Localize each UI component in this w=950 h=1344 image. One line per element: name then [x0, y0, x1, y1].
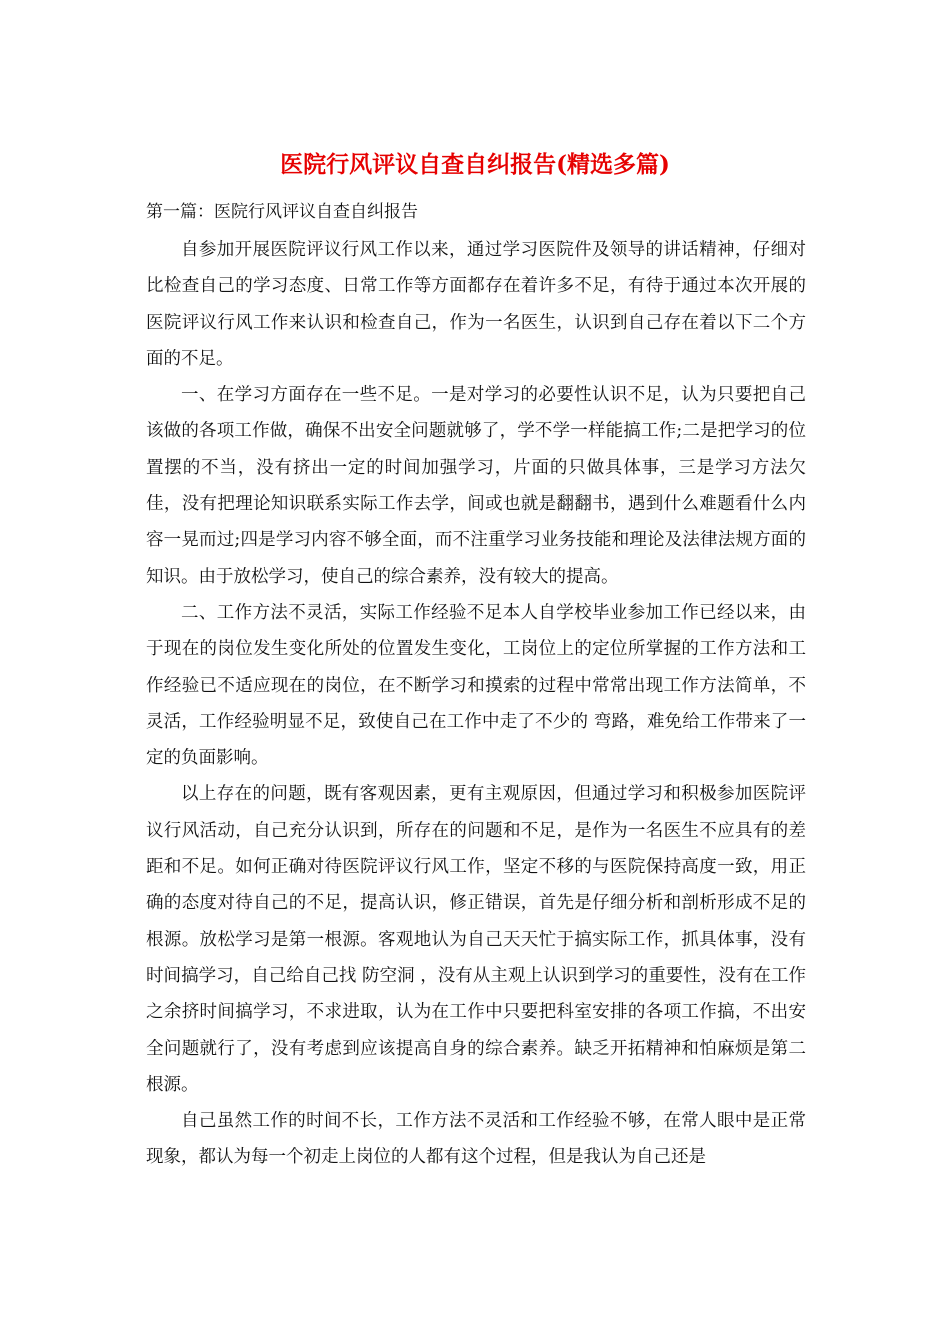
document-title: 医院行风评议自查自纠报告(精选多篇) [280, 151, 670, 178]
paragraph: 以上存在的问题，既有客观因素，更有主观原因，但通过学习和积极参加医院评议行风活动，自己充分认识到，所存在的问题和不足，是作为一名医生不应具有的差距和不足。如何正确对待医院评议行风工作，坚定不移的与医院保持高度一致，用正确的态度对待自己的不足，提高认识，修正错误，首先是仔细分析和剖析形成不足的根源。放松学习是第一根源。客观地认为自己天天忙于搞实际工作，抓具体事，没有时间搞学习，自己给自己找 防空洞 ，没有从主观上认识到学习的重要性，没有在工作之余挤时间搞学习，不求进取，认为在工作中只要把科室安排的各项工作搞，不出安全问题就行了，没有考虑到应该提高自身的综合素养。缺乏开拓精神和怕麻烦是第二根源。 [146, 784, 806, 1095]
paragraph: 二、工作方法不灵活，实际工作经验不足本人自学校毕业参加工作已经以来，由于现在的岗位发生变化所处的位置发生变化，工岗位上的定位所掌握的工作方法和工作经验已不适应现在的岗位，在不断学习和摸索的过程中常常出现工作方法简单，不灵活，工作经验明显不足，致使自己在工作中走了不少的 弯路，难免给工作带来了一定的负面影响。 [146, 602, 806, 769]
paragraph: 自己虽然工作的时间不长，工作方法不灵活和工作经验不够，在常人眼中是正常现象，都认为每一个初走上岗位的人都有这个过程，但是我认为自己还是 [146, 1111, 806, 1168]
document-body [146, 232, 806, 1176]
paragraph: 自参加开展医院评议行风工作以来，通过学习医院件及领导的讲话精神，仔细对比检查自己的学习态度、日常工作等方面都存在着许多不足，有待于通过本次开展的医院评议行风工作来认识和检查自己，作为一名医生，认识到自己存在着以下二个方面的不足。 [146, 240, 806, 369]
paragraph: 一、在学习方面存在一些不足。一是对学习的必要性认识不足，认为只要把自己该做的各项工作做，确保不出安全问题就够了，学不学一样能搞工作;二是把学习的位置摆的不当，没有挤出一定的时间加强学习，片面的只做具体事，三是学习方法欠佳，没有把理论知识联系实际工作去学，间或也就是翻翻书，遇到什么难题看什么内容一晃而过;四是学习内容不够全面，而不注重学习业务技能和理论及法律法规方面的知识。由于放松学习，使自己的综合素养，没有较大的提高。 [146, 385, 806, 587]
section-heading: 第一篇：医院行风评议自查自纠报告 [146, 202, 418, 222]
